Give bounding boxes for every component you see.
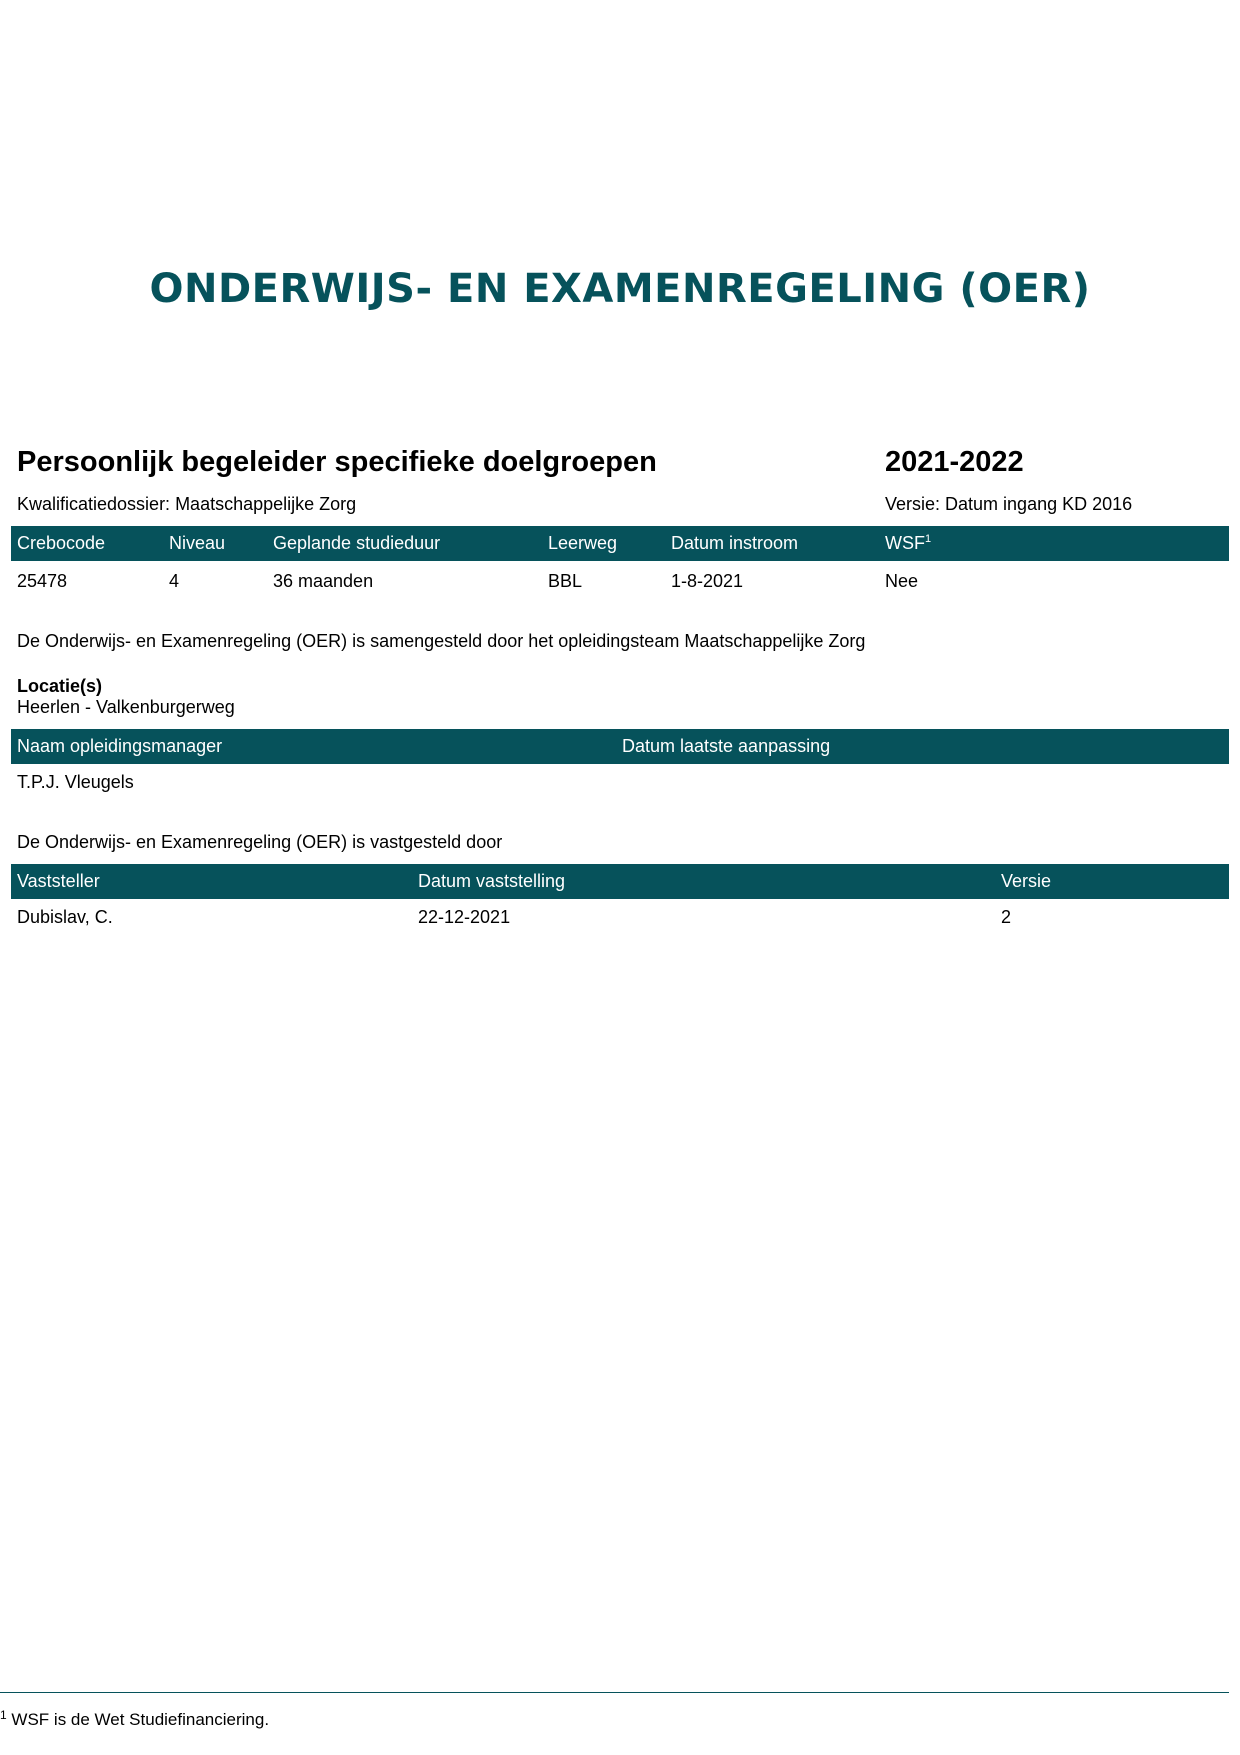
manager-table-header — [11, 729, 1229, 764]
value-crebocode: 25478 — [17, 571, 68, 591]
manager-table-row — [11, 765, 1229, 800]
value-opleidingsmanager: T.P.J. Vleugels — [17, 772, 134, 792]
footnote-divider — [0, 1692, 1229, 1693]
adoption-table-row — [11, 900, 1229, 935]
header-leerweg: Leerweg — [548, 533, 618, 553]
header-crebocode: Crebocode — [17, 533, 106, 553]
document-title: ONDERWIJS- EN EXAMENREGELING (OER) — [149, 266, 1091, 312]
footnote — [0, 1710, 269, 1730]
value-wsf: Nee — [885, 571, 919, 591]
adoption-table-header — [11, 864, 1229, 899]
locations-value: Heerlen - Valkenburgerweg — [17, 697, 235, 717]
header-datum-vaststelling: Datum vaststelling — [418, 871, 566, 891]
composition-text: De Onderwijs- en Examenregeling (OER) is samengesteld door het opleidingsteam Maatschappelijke Zorg — [17, 631, 866, 651]
value-studieduur: 36 maanden — [273, 571, 374, 591]
header-wsf — [885, 533, 931, 554]
header-datum-instroom: Datum instroom — [671, 533, 799, 553]
footnote-marker: 1 — [0, 1708, 7, 1722]
header-vaststeller: Vaststeller — [17, 871, 100, 891]
value-versie: 2 — [1001, 907, 1012, 927]
header-studieduur: Geplande studieduur — [273, 533, 441, 553]
value-vaststeller: Dubislav, C. — [17, 907, 113, 927]
wsf-label: WSF — [885, 533, 925, 553]
header-laatste-aanpassing: Datum laatste aanpassing — [622, 736, 831, 756]
course-name: Persoonlijk begeleider specifieke doelgroepen — [17, 446, 657, 478]
school-year: 2021-2022 — [885, 446, 1024, 478]
qualification-dossier: Kwalificatiedossier: Maatschappelijke Zorg — [17, 494, 357, 514]
version-label: Versie: Datum ingang KD 2016 — [885, 494, 1133, 514]
value-leerweg: BBL — [548, 571, 583, 591]
header-opleidingsmanager: Naam opleidingsmanager — [17, 736, 223, 756]
course-table-row — [11, 564, 1229, 599]
value-niveau: 4 — [169, 571, 180, 591]
locations-label: Locatie(s) — [17, 676, 103, 696]
value-datum-instroom: 1-8-2021 — [671, 571, 744, 591]
course-table-header — [11, 526, 1229, 561]
adoption-text: De Onderwijs- en Examenregeling (OER) is vastgesteld door — [17, 832, 503, 852]
footnote-text: WSF is de Wet Studiefinanciering. — [11, 1710, 270, 1729]
wsf-footnote-marker: 1 — [925, 533, 932, 545]
header-versie: Versie — [1001, 871, 1052, 891]
header-niveau: Niveau — [169, 533, 226, 553]
value-datum-vaststelling: 22-12-2021 — [418, 907, 511, 927]
